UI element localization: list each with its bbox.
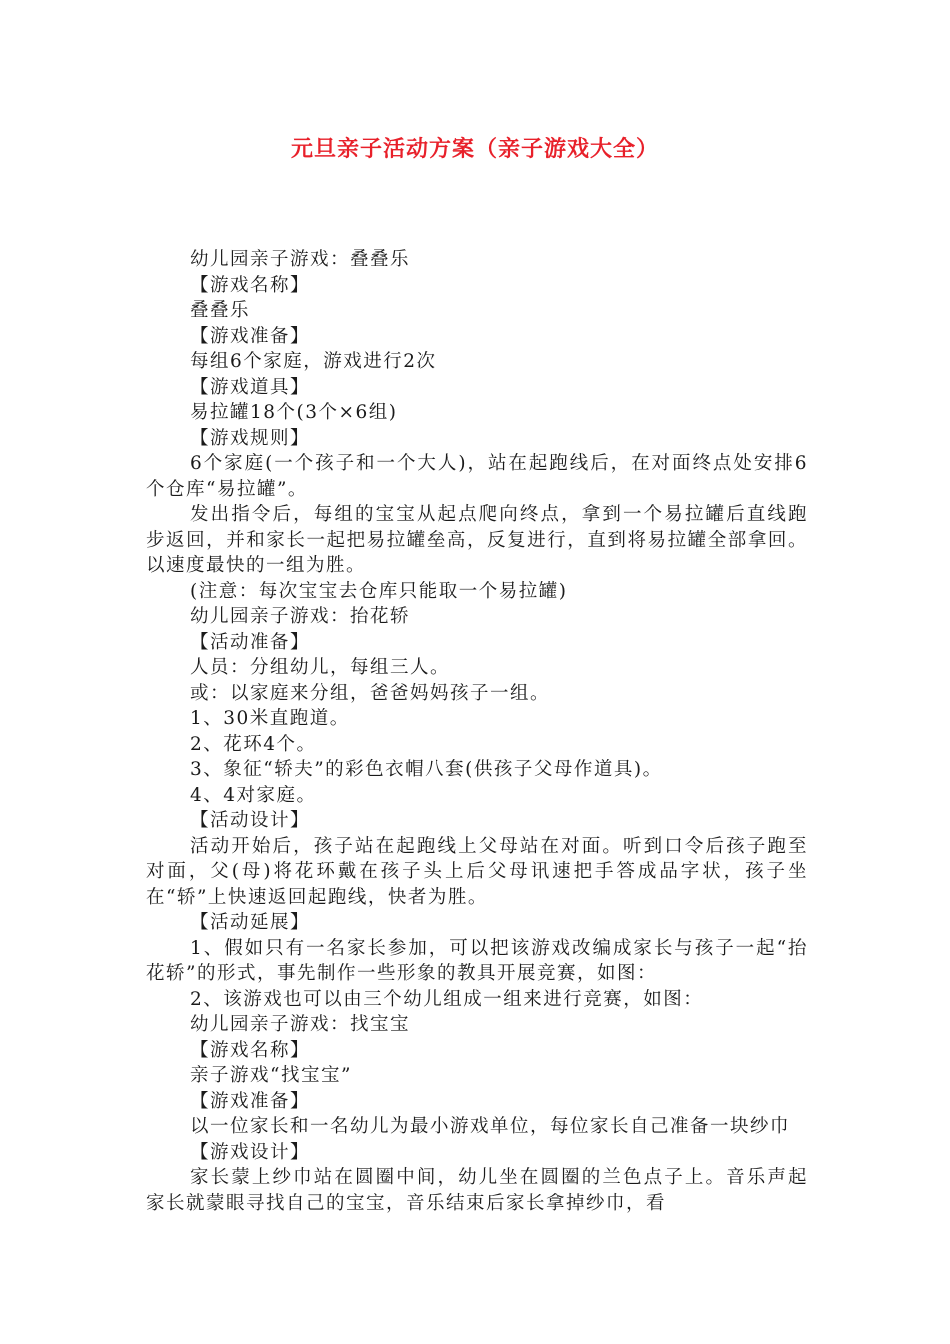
list-item: 4、4对家庭。 [190, 784, 317, 806]
paragraph: 幼儿园亲子游戏：抬花轿 [190, 606, 411, 627]
list-item: 1、30米直跑道。 [190, 708, 350, 729]
document-title: 元旦亲子活动方案（亲子游戏大全） [290, 137, 659, 162]
section-heading: 【游戏准备】 [190, 1090, 311, 1112]
section-heading: 【游戏设计】 [190, 1141, 311, 1163]
paragraph: 以一位家长和一名幼儿为最小游戏单位，每位家长自己准备一块纱巾 [190, 1116, 791, 1137]
section-heading: 【活动设计】 [190, 810, 311, 831]
section-heading: 【活动延展】 [190, 912, 311, 933]
section-heading: 【活动准备】 [190, 631, 311, 653]
paragraph: 幼儿园亲子游戏：找宝宝 [190, 1014, 411, 1035]
paragraph: 6个家庭(一个孩子和一个大人)，站在起跑线后，在对面终点处安排6个仓库“易拉罐”。 [146, 453, 808, 500]
paragraph: (注意：每次宝宝去仓库只能取一个易拉罐) [190, 580, 568, 602]
paragraph: 每组6个家庭，游戏进行2次 [190, 351, 437, 372]
paragraph: 发出指令后，每组的宝宝从起点爬向终点，拿到一个易拉罐后直线跑步返回，并和家长一起把易拉罐垒高，反复进行，直到将易拉罐全部拿回。以速度最快的一组为胜。 [146, 504, 808, 576]
section-heading: 【游戏道具】 [190, 376, 311, 398]
paragraph: 易拉罐18个(3个×6组) [190, 402, 398, 423]
section-heading: 【游戏规则】 [190, 427, 311, 449]
paragraph: 叠叠乐 [190, 300, 251, 321]
section-heading: 【游戏名称】 [190, 1039, 311, 1061]
paragraph: 人员：分组幼儿，每组三人。 [190, 657, 451, 678]
paragraph: 或：以家庭来分组，爸爸妈妈孩子一组。 [190, 682, 551, 704]
paragraph: 亲子游戏“找宝宝” [190, 1065, 352, 1086]
list-item: 1、假如只有一名家长参加，可以把该游戏改编成家长与孩子一起“抬花轿”的形式，事先制作一些形象的教具开展竞赛，如图： [146, 937, 808, 984]
paragraph: 幼儿园亲子游戏：叠叠乐 [190, 249, 411, 270]
list-item: 2、花环4个。 [190, 733, 317, 755]
list-item: 2、该游戏也可以由三个幼儿组成一组来进行竞赛，如图： [190, 988, 704, 1010]
section-heading: 【游戏准备】 [190, 325, 311, 347]
list-item: 3、象征“轿夫”的彩色衣帽八套(供孩子父母作道具)。 [190, 759, 663, 780]
section-heading: 【游戏名称】 [190, 274, 311, 296]
document-body [146, 247, 808, 1216]
paragraph: 家长蒙上纱巾站在圆圈中间，幼儿坐在圆圈的兰色点子上。音乐声起家长就蒙眼寻找自己的宝宝，音乐结束后家长拿掉纱巾，看 [146, 1167, 808, 1214]
paragraph: 活动开始后，孩子站在起跑线上父母站在对面。听到口令后孩子跑至对面，父(母)将花环戴在孩子头上后父母讯速把手答成品字状，孩子坐在“轿”上快速返回起跑线，快者为胜。 [146, 835, 808, 908]
